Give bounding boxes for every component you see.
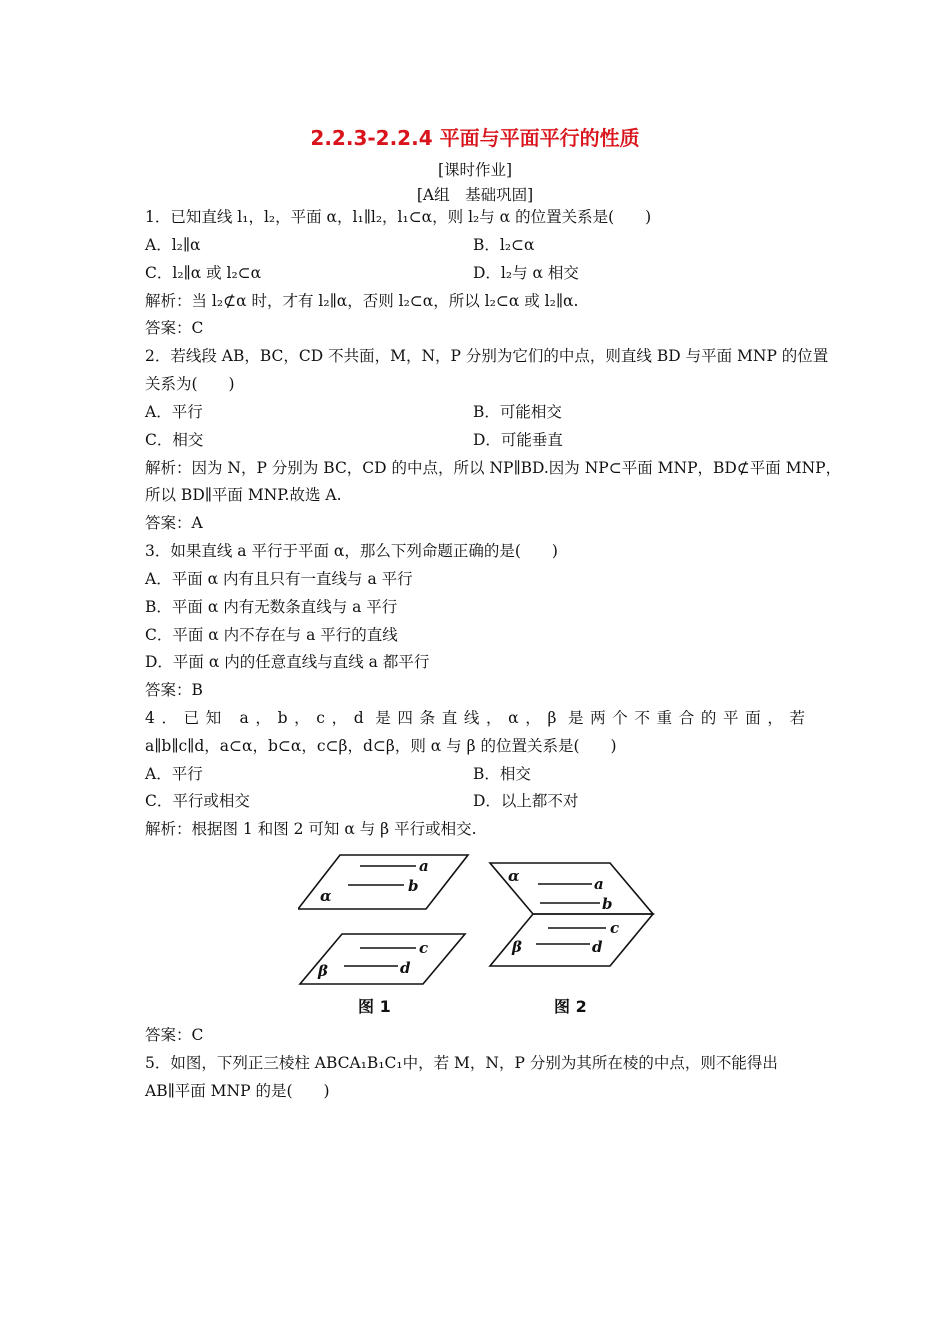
- q4-option-d: D．以上都不对: [473, 792, 579, 810]
- q5-stem-1: 5．如图，下列正三棱柱 ABCA₁B₁C₁中，若 M，N，P 分别为其所在棱的中点，则不能得出: [145, 1054, 778, 1072]
- q4-stem-2: a∥b∥c∥d，a⊂α，b⊂α，c⊂β，d⊂β，则 α 与 β 的位置关系是( ): [145, 737, 617, 755]
- figure-1: [298, 852, 470, 1022]
- q1-stem: 1．已知直线 l₁，l₂，平面 α，l₁∥l₂，l₁⊂α，则 l₂与 α 的位置关系是( ): [145, 208, 652, 226]
- q4-analysis: 解析：根据图 1 和图 2 可知 α 与 β 平行或相交.: [145, 820, 477, 838]
- label-alpha: α: [320, 887, 332, 905]
- label-b: b: [408, 877, 419, 895]
- q3-answer: 答案：B: [145, 681, 203, 699]
- label-beta: β: [512, 938, 522, 956]
- q2-option-d: D．可能垂直: [473, 431, 563, 449]
- figure-2: [488, 858, 660, 1022]
- q2-answer: 答案：A: [145, 514, 203, 532]
- q1-option-d: D．l₂与 α 相交: [473, 264, 579, 282]
- label-beta: β: [318, 962, 328, 980]
- q3-option-c: C．平面 α 内不存在与 a 平行的直线: [145, 626, 398, 644]
- q1-option-a: A．l₂∥α: [145, 236, 201, 254]
- q3-option-a: A．平面 α 内有且只有一直线与 a 平行: [145, 570, 413, 588]
- page-title: 2.2.3-2.2.4 平面与平面平行的性质: [310, 126, 640, 150]
- subtitle-group: [A组 基础巩固]: [416, 186, 534, 204]
- subtitle-homework: [课时作业]: [437, 161, 513, 179]
- label-c: c: [419, 939, 429, 957]
- label-b: b: [602, 895, 613, 913]
- q1-analysis: 解析：当 l₂⊄α 时，才有 l₂∥α，否则 l₂⊂α，所以 l₂⊂α 或 l₂∥α.: [145, 292, 579, 310]
- q3-option-d: D．平面 α 内的任意直线与直线 a 都平行: [145, 653, 430, 671]
- q1-option-b: B．l₂⊂α: [473, 236, 535, 254]
- q2-option-a: A．平行: [145, 403, 203, 421]
- caption-figure-2: 图 2: [554, 997, 587, 1016]
- q4-option-c: C．平行或相交: [145, 792, 250, 810]
- label-a: a: [419, 857, 429, 875]
- label-d: d: [400, 959, 411, 977]
- q3-stem: 3．如果直线 a 平行于平面 α，那么下列命题正确的是( ): [145, 542, 558, 560]
- q4-option-b: B．相交: [473, 765, 531, 783]
- q2-stem-1: 2．若线段 AB，BC，CD 不共面，M，N，P 分别为它们的中点，则直线 BD 与平面 MNP 的位置: [145, 347, 829, 365]
- label-c: c: [610, 919, 620, 937]
- caption-figure-1: 图 1: [358, 997, 391, 1016]
- q2-analysis-1: 解析：因为 N，P 分别为 BC，CD 的中点，所以 NP∥BD.因为 NP⊂平面 MNP，BD⊄平面 MNP，: [145, 459, 842, 477]
- q1-answer: 答案：C: [145, 319, 204, 337]
- label-d: d: [592, 938, 603, 956]
- q4-stem-1: 4．已知 a，b，c，d 是四条直线，α，β 是两个不重合的平面，若: [145, 709, 805, 727]
- q2-analysis-2: 所以 BD∥平面 MNP.故选 A.: [145, 486, 342, 504]
- q4-answer: 答案：C: [145, 1026, 204, 1044]
- q2-option-c: C．相交: [145, 431, 204, 449]
- q2-option-b: B．可能相交: [473, 403, 562, 421]
- label-alpha: α: [508, 867, 520, 885]
- q2-stem-2: 关系为( ): [145, 375, 235, 393]
- q3-option-b: B．平面 α 内有无数条直线与 a 平行: [145, 598, 398, 616]
- q1-option-c: C．l₂∥α 或 l₂⊂α: [145, 264, 262, 282]
- q5-stem-2: AB∥平面 MNP 的是( ): [145, 1082, 330, 1100]
- q4-option-a: A．平行: [145, 765, 203, 783]
- label-a: a: [594, 875, 604, 893]
